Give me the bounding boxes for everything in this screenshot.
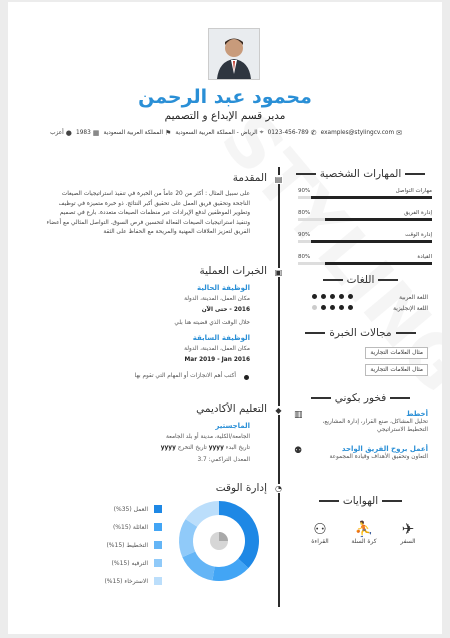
birth-year-text: 1983 [76,129,91,136]
skill-bar-fill [325,262,432,265]
skill-row [298,188,432,199]
language-row [308,305,428,312]
job2-title: الوظيفة السابقة [192,334,250,342]
contact-marital [50,129,72,137]
level-dot [330,294,335,299]
level-dot [330,305,335,310]
achievement-item [308,445,428,461]
level-dot [348,305,353,310]
hobby-basketball [344,520,384,545]
airplane-icon: ✈ [401,520,415,538]
job1-summary: خلال الوقت الذي قضيته هنا بلي [174,320,250,326]
languages-title [288,274,433,286]
start-label: تاريخ البدء [225,445,250,451]
marital-text: أعزب [50,129,64,136]
start-value: yyyy [208,445,224,451]
expertise-tag: مثال العلامات التجارية [365,347,428,359]
skill-percent: 90% [298,188,311,194]
skill-bar [298,240,432,243]
email-icon: ✉ [396,128,402,137]
legend-swatch [154,523,162,531]
achievement-text: التعاون وتحقيق الأهداف وقيادة المجموعة [329,454,428,460]
achievements-title-text: فخور بكوني [334,392,387,404]
basketball-icon: ⛹ [354,520,374,538]
graduation-icon: ◆ [275,406,282,415]
intro-icon: ▤ [274,175,283,184]
bullet-point [244,375,249,380]
skill-bar [298,196,432,199]
end-label: تاريخ التخرج [177,445,207,451]
flag-icon: ⚑ [164,128,172,137]
level-dot [312,305,317,310]
team-icon: ⚉ [294,446,303,456]
legend-label: العائلة (15%) [112,523,148,531]
hobby-reading [300,520,340,545]
contact-birth-year [76,129,99,137]
legend-swatch [154,577,162,585]
languages-title-text: اللغات [346,274,375,286]
donut-segment [189,554,214,573]
education-title: التعليم الأكاديمي [196,403,267,415]
legend-swatch [154,559,162,567]
legend-label: التخطيط (15%) [106,541,148,549]
achievements-title [288,392,433,404]
level-dot [348,294,353,299]
skill-label: إدارة الفريق [404,210,432,216]
person-icon: ● [65,128,72,137]
legend-item [104,577,162,585]
job1-dates: 2016 - حتى الآن [201,307,250,313]
skill-bar [298,262,432,265]
level-dot [321,305,326,310]
skill-row [298,210,432,221]
legend-item [114,505,162,513]
clock-icon: ◔ [275,484,282,493]
time-donut-chart [176,498,262,584]
pie-center-slice [219,532,228,541]
books-icon: ▥ [294,410,303,420]
intro-title: المقدمة [232,172,267,184]
legend-swatch [154,541,162,549]
contact-address [175,128,263,137]
level-dot [321,294,326,299]
intro-text: على سبيل المثال : أكثر من 20 عاماً من الخبرة في تنفيذ استراتيجيات الصيغات الناجحة وتحقيق فريق العمل على تحقيق أكبر النتائج. ذو خبرة متميزة في توظيف وتطوير الموظفين لدفع الإيرادات عبر منظمات الصيغات متعددة. بارع في تصميم وتنفيذ استراتيجيات الصيغات الفعالة لتحسين فرص السوق. التواصل المثالي مع أعضاء الفريق لتعزيز العلاقات المهنية والمريحة مع الحفاظ على الثقة [46,191,250,236]
level-dot [339,305,344,310]
hobby-label: القراءة [311,538,329,545]
expertise-tag: مثال العلامات التجارية [365,364,428,376]
hobby-label: كرة السلة [351,538,377,545]
job1-company: مكان العمل، المدينة، الدولة [184,296,250,302]
legend-item [113,523,162,531]
language-row [308,294,428,301]
hobby-travel [388,520,428,545]
level-dot [339,294,344,299]
achievement-text: تحليل المشاكل، صنع القرار، إدارة المشاريع، التخطيط الاستراتيجي [322,419,428,433]
skill-row [298,232,432,243]
education-dates [161,445,250,451]
contact-email[interactable] [321,129,402,137]
nationality-text: المملكة العربية السعودية [103,129,163,136]
legend-label: الترفيه (15%) [111,559,148,567]
briefcase-icon: ▣ [274,268,283,277]
hobbies-title-text: الهوايات [342,495,379,507]
job-title: مدير قسم الإبداع و التصميم [164,110,286,122]
person-name: محمود عبد الرحمن [138,86,312,108]
address-text: الرياض - المملكة العربية السعودية [175,129,258,136]
language-level-dots [308,294,353,301]
skill-bar [298,218,432,221]
skill-bar-fill [325,218,432,221]
experience-title: الخبرات العملية [199,265,267,277]
phone-text: 0123-456-789 [267,129,309,136]
donut-segment [186,523,191,554]
skill-bar-fill [311,196,432,199]
language-label: اللغة العربية [399,294,428,301]
job2-company: مكان العمل، المدينة، الدولة [184,346,250,352]
legend-item [112,559,162,567]
resume-page [8,2,442,634]
profile-photo [208,28,260,80]
timeline-divider [278,167,280,607]
location-icon: ⌖ [259,128,264,136]
level-dot [312,294,317,299]
legend-item [106,541,162,549]
donut-segment [214,563,244,574]
legend-label: العمل (35%) [113,505,148,513]
contact-row [50,128,402,137]
skills-title [288,168,433,180]
gpa: المعدل التراكمي: 3.7 [197,457,250,463]
donut-segment [191,508,219,523]
language-level-dots [308,305,353,312]
expertise-title-text: مجالات الخبرة [329,327,392,339]
skill-percent: 80% [298,254,311,260]
achievement-item [308,410,428,434]
phone-icon: ✆ [310,128,317,137]
hobbies-title [288,495,433,507]
skill-label: القيادة [417,254,432,260]
degree: الماجستير [215,422,250,430]
skills-title-text: المهارات الشخصية [319,168,402,180]
hobby-label: السفر [400,538,416,545]
legend-label: الاسترخاء (15%) [104,577,148,585]
calendar-icon: ▦ [92,128,100,137]
contact-phone [268,129,317,137]
skill-bar-fill [311,240,432,243]
job2-dates: Mar 2019 - Jan 2016 [184,357,250,363]
skill-label: مهارات التواصل [395,188,432,194]
language-label: اللغة الإنجليزية [393,305,428,312]
skill-percent: 90% [298,232,311,238]
school: الجامعة/الكلية، مدينة أو بلد الجامعة [166,434,250,440]
skill-row [298,254,432,265]
achievement-title: أعمل بروح الفريق الواحد [341,445,428,453]
skill-label: إدارة الوقت [405,232,432,238]
contact-nationality [103,129,171,137]
time-title: إدارة الوقت [215,482,267,494]
reading-icon: ⚇ [313,520,327,538]
achievement-title: أخطط [406,410,428,418]
skill-percent: 80% [298,210,311,216]
expertise-title [288,327,433,339]
email-text: examples@stylingcv.com [320,129,395,136]
job2-bullet: أكتب أهم الانجازات أو المهام التي تقوم بها [134,373,236,379]
end-value: yyyy [160,445,176,451]
legend-swatch [154,505,162,513]
job1-title: الوظيفة الحالية [196,284,250,292]
